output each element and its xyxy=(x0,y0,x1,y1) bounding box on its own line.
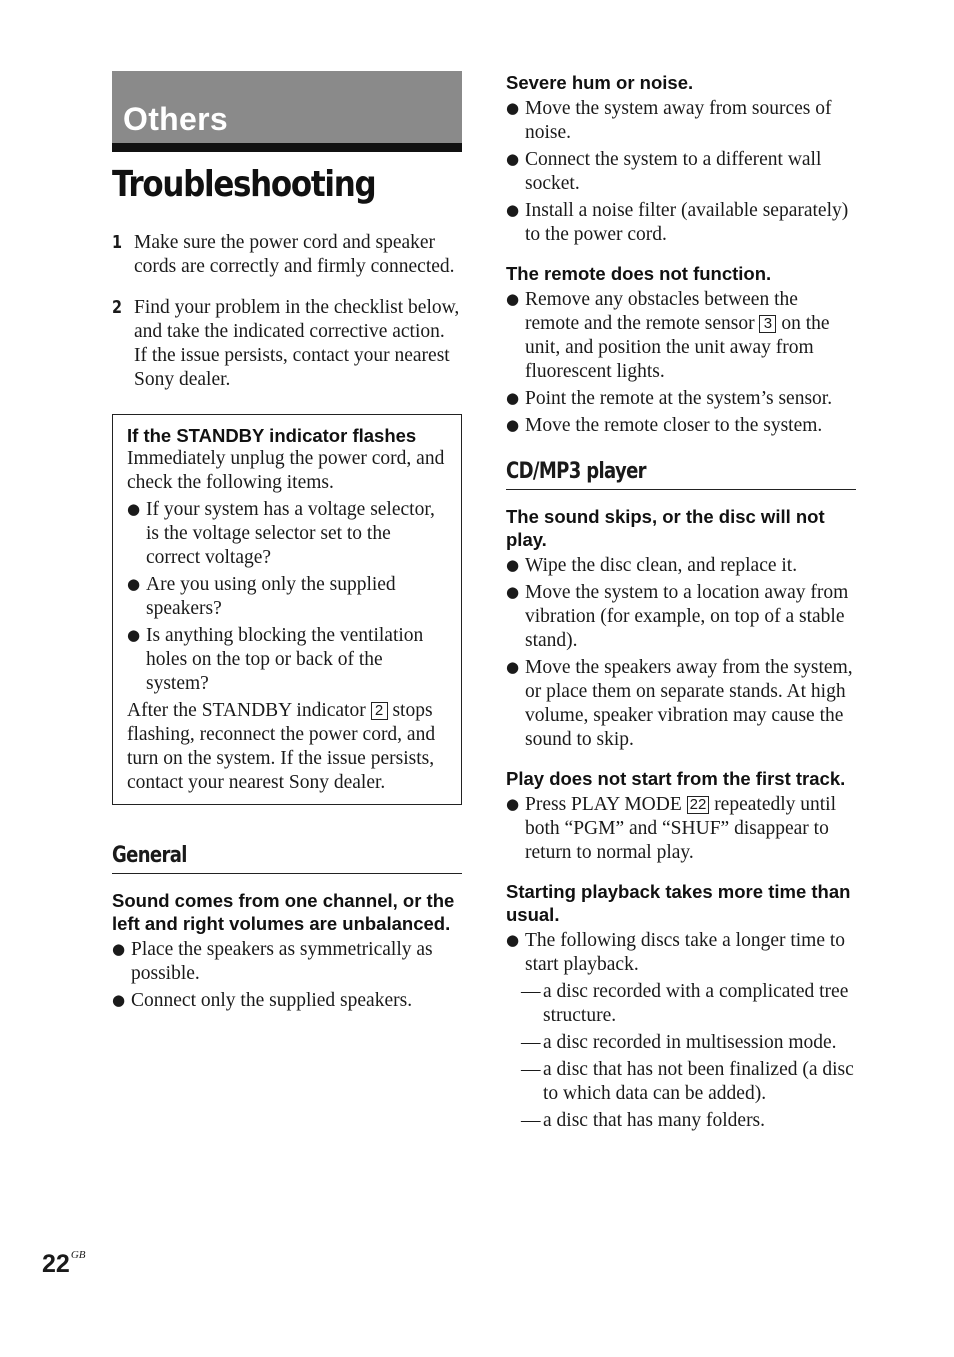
answer-list xyxy=(506,288,856,438)
question-heading: The remote does not function. xyxy=(506,263,772,284)
step-2 xyxy=(112,296,462,392)
answer-list xyxy=(506,554,856,752)
list-item: — a disc recorded in multisession mode. xyxy=(506,1031,856,1055)
answer-list xyxy=(506,929,856,977)
list-item: ● Are you using only the supplied speakers? xyxy=(127,573,447,621)
left-column xyxy=(112,71,462,1016)
list-item: ● Move the remote closer to the system. xyxy=(506,414,856,438)
question-heading: Sound comes from one channel, or the left and right volumes are unbalanced. xyxy=(112,890,455,934)
list-item: — a disc recorded with a complicated tree structure. xyxy=(506,980,856,1028)
standby-intro: Immediately unplug the power cord, and check the following items. xyxy=(127,448,445,493)
standby-checklist xyxy=(127,498,447,696)
step-number: 2 xyxy=(112,297,123,318)
question-heading: Starting playback takes more time than usual. xyxy=(506,881,851,925)
list-item: ● Install a noise filter (available separately) to the power cord. xyxy=(506,199,856,247)
section-banner xyxy=(112,71,462,152)
standby-after-text: After the STANDBY indicator 2 stops flashing, reconnect the power cord, and turn on the system. If the issue persists, contact your nearest Sony dealer. xyxy=(127,700,436,793)
list-item: — a disc that has many folders. xyxy=(506,1109,856,1133)
reference-number: 22 xyxy=(687,796,710,814)
list-item: ● Point the remote at the system’s sensor. xyxy=(506,387,856,411)
question-heading: Play does not start from the first track. xyxy=(506,768,846,789)
answer-list xyxy=(112,938,462,1013)
list-item: ● If your system has a voltage selector, is the voltage selector set to the correct voltage? xyxy=(127,498,447,570)
list-item: ● Move the speakers away from the system, or place them on separate stands. At high volume, speaker vibration may cause the sound to skip. xyxy=(506,656,856,752)
answer-list xyxy=(506,793,856,865)
question-heading: The sound skips, or the disc will not play. xyxy=(506,506,825,550)
section-label: Others xyxy=(123,101,228,137)
list-item: ● Connect the system to a different wall socket. xyxy=(506,148,856,196)
reference-number: 2 xyxy=(371,702,388,720)
list-item: ● Move the system away from sources of noise. xyxy=(506,97,856,145)
list-item: ● Wipe the disc clean, and replace it. xyxy=(506,554,856,578)
page-title: Troubleshooting xyxy=(112,164,376,205)
step-1 xyxy=(112,231,462,279)
disc-types-list xyxy=(506,980,856,1133)
reference-number: 3 xyxy=(759,315,776,333)
step-text-continued: If the issue persists, contact your nearest Sony dealer. xyxy=(134,345,450,390)
list-item: ● Remove any obstacles between the remote and the remote sensor 3 on the unit, and position the unit away from fluorescent lights. xyxy=(506,288,856,384)
standby-heading: If the STANDBY indicator flashes xyxy=(127,425,417,446)
cd-mp3-heading: CD/MP3 player xyxy=(506,458,856,490)
page-suffix: GB xyxy=(70,1249,86,1261)
step-text: Find your problem in the checklist below, and take the indicated corrective action. xyxy=(134,297,460,342)
list-item: ● Is anything blocking the ventilation holes on the top or back of the system? xyxy=(127,624,447,696)
list-item: ● Move the system to a location away from vibration (for example, on top of a stable stand). xyxy=(506,581,856,653)
list-item: ● Press PLAY MODE 22 repeatedly until both “PGM” and “SHUF” disappear to return to normal play. xyxy=(506,793,856,865)
list-item: ● Connect only the supplied speakers. xyxy=(112,989,462,1013)
step-text: Make sure the power cord and speaker cords are correctly and firmly connected. xyxy=(134,232,455,277)
list-item: — a disc that has not been finalized (a disc to which data can be added). xyxy=(506,1058,856,1106)
standby-notice-box xyxy=(112,414,462,805)
list-item: ● The following discs take a longer time to start playback. xyxy=(506,929,856,977)
answer-list xyxy=(506,97,856,247)
page-number: $22^{GB}$ xyxy=(42,1249,86,1278)
step-number: 1 xyxy=(112,232,123,253)
right-column xyxy=(506,71,856,1136)
question-heading: Severe hum or noise. xyxy=(506,72,694,93)
general-heading: General xyxy=(112,842,462,874)
list-item: ● Place the speakers as symmetrically as possible. xyxy=(112,938,462,986)
